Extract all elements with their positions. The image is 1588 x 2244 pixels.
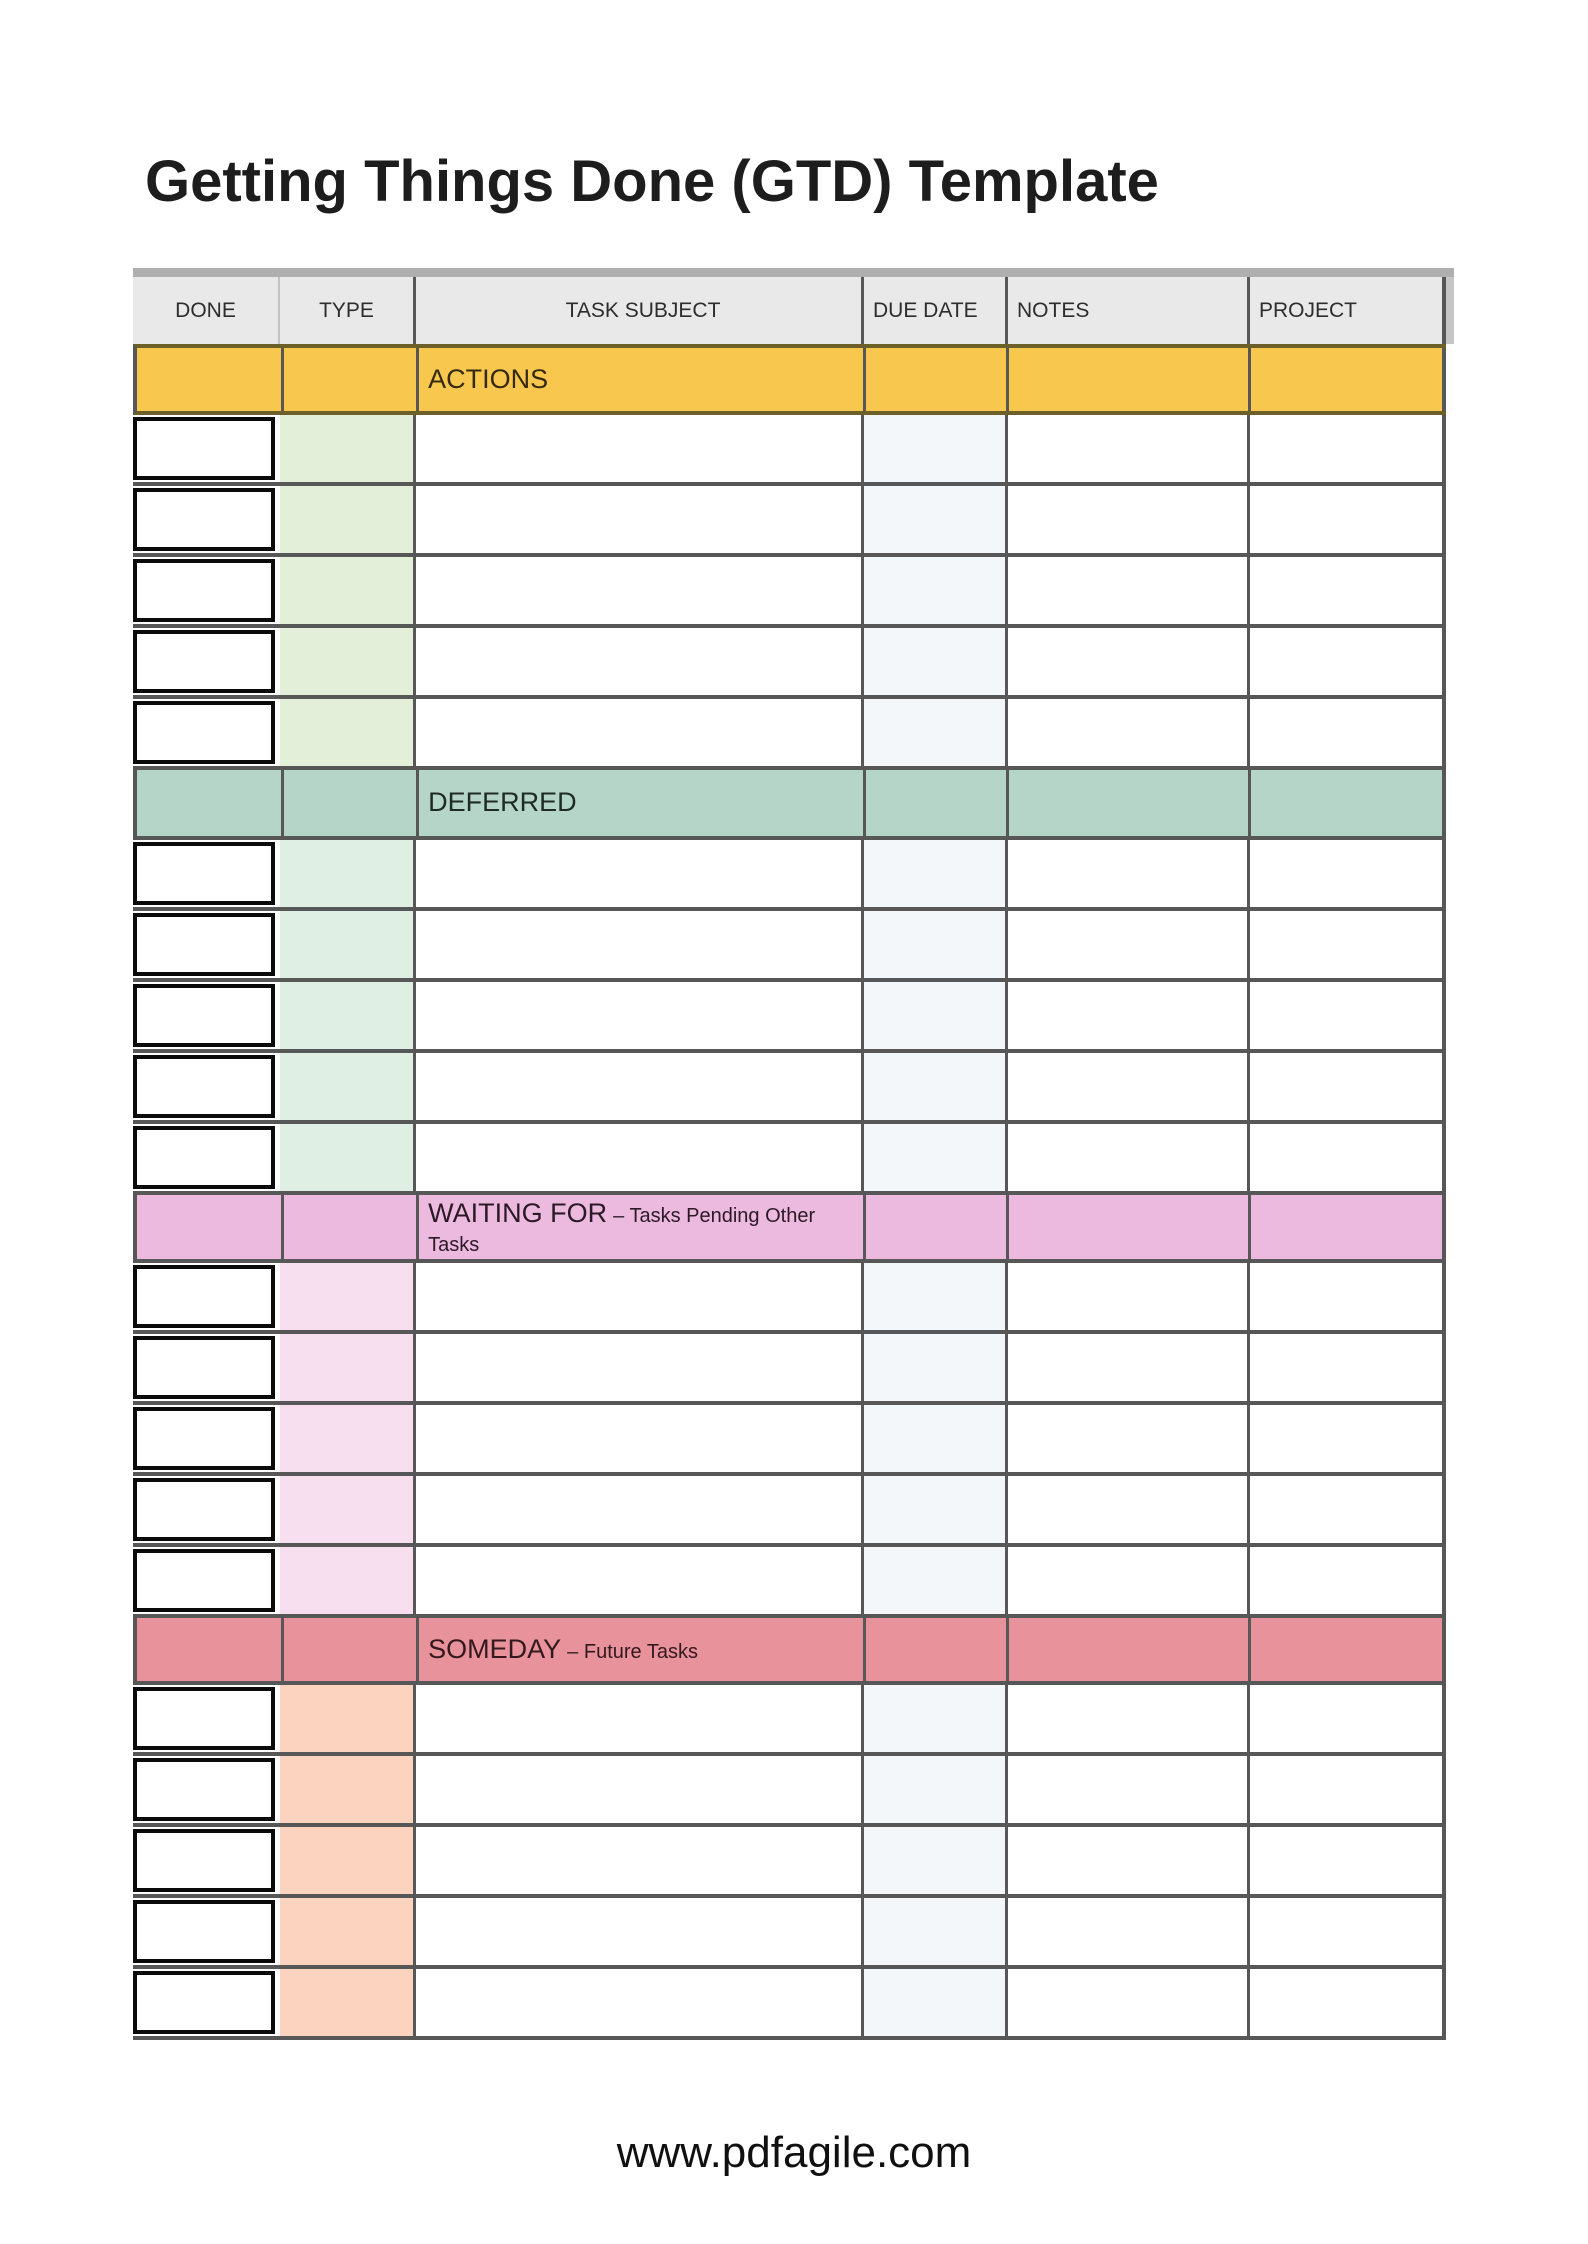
project-cell[interactable]: [1250, 1263, 1446, 1330]
notes-cell[interactable]: [1008, 1547, 1250, 1614]
done-checkbox[interactable]: [133, 1478, 275, 1541]
due-date-cell[interactable]: [864, 1405, 1008, 1472]
column-header-project: PROJECT: [1250, 277, 1446, 344]
table-row: [133, 1827, 1446, 1898]
footer-url: www.pdfagile.com: [616, 2128, 972, 2177]
due-date-cell[interactable]: [864, 1263, 1008, 1330]
notes-cell[interactable]: [1008, 486, 1250, 553]
notes-cell[interactable]: [1008, 1263, 1250, 1330]
section-header-someday: [133, 1618, 1446, 1685]
type-cell[interactable]: [280, 1547, 416, 1614]
section-header-waiting-for: [133, 1195, 1446, 1263]
done-cell: [133, 415, 280, 482]
type-cell[interactable]: [280, 1053, 416, 1120]
done-cell: [133, 1827, 280, 1894]
done-checkbox[interactable]: [133, 1758, 275, 1821]
task-subject-cell[interactable]: [416, 1898, 864, 1965]
task-subject-cell[interactable]: [416, 628, 864, 695]
done-cell: [133, 840, 280, 907]
notes-cell[interactable]: [1008, 1053, 1250, 1120]
section-waiting-for: [133, 1195, 1446, 1618]
due-date-cell[interactable]: [864, 840, 1008, 907]
section-label-someday: SOMEDAY: [428, 1633, 562, 1664]
done-cell: [133, 486, 280, 553]
type-cell[interactable]: [280, 557, 416, 624]
project-cell[interactable]: [1250, 1476, 1446, 1543]
table-row: [133, 486, 1446, 557]
task-subject-cell[interactable]: [416, 1756, 864, 1823]
task-subject-cell[interactable]: [416, 1334, 864, 1401]
done-cell: [133, 628, 280, 695]
notes-cell[interactable]: [1008, 1898, 1250, 1965]
done-cell: [133, 1685, 280, 1752]
task-subject-cell[interactable]: [416, 1827, 864, 1894]
section-someday: [133, 1618, 1446, 2040]
due-date-cell[interactable]: [864, 699, 1008, 766]
type-cell[interactable]: [280, 486, 416, 553]
project-cell[interactable]: [1250, 1547, 1446, 1614]
type-cell[interactable]: [280, 1124, 416, 1191]
notes-cell[interactable]: [1008, 982, 1250, 1049]
project-cell[interactable]: [1250, 1053, 1446, 1120]
task-subject-cell[interactable]: [416, 1124, 864, 1191]
task-subject-cell[interactable]: [416, 415, 864, 482]
project-cell[interactable]: [1250, 699, 1446, 766]
due-date-cell[interactable]: [864, 557, 1008, 624]
done-cell: [133, 1263, 280, 1330]
project-cell[interactable]: [1250, 628, 1446, 695]
project-cell[interactable]: [1250, 1334, 1446, 1401]
table-row: [133, 1547, 1446, 1618]
done-checkbox[interactable]: [133, 417, 275, 480]
table-row: [133, 1685, 1446, 1756]
notes-cell[interactable]: [1008, 628, 1250, 695]
project-cell[interactable]: [1250, 1898, 1446, 1965]
section-label-deferred: DEFERRED: [428, 787, 577, 818]
due-date-cell[interactable]: [864, 1124, 1008, 1191]
done-cell: [133, 982, 280, 1049]
table-row: [133, 840, 1446, 911]
table-header-row: [133, 277, 1446, 344]
column-header-task-subject: TASK SUBJECT: [416, 277, 864, 344]
project-cell[interactable]: [1250, 982, 1446, 1049]
table-top-bar: [133, 268, 1454, 277]
project-cell[interactable]: [1250, 415, 1446, 482]
task-subject-cell[interactable]: [416, 1476, 864, 1543]
section-header-actions: [133, 344, 1446, 415]
page-title: Getting Things Done (GTD) Template: [145, 149, 1159, 214]
table-row: [133, 1263, 1446, 1334]
type-cell[interactable]: [280, 911, 416, 978]
task-subject-cell[interactable]: [416, 486, 864, 553]
type-cell[interactable]: [280, 699, 416, 766]
type-cell[interactable]: [280, 1685, 416, 1752]
task-subject-cell[interactable]: [416, 911, 864, 978]
due-date-cell[interactable]: [864, 1476, 1008, 1543]
section-subtitle-waiting-for: – Tasks Pending Other Tasks: [428, 1205, 816, 1256]
project-cell[interactable]: [1250, 557, 1446, 624]
task-subject-cell[interactable]: [416, 1969, 864, 2036]
due-date-cell[interactable]: [864, 1756, 1008, 1823]
done-checkbox[interactable]: [133, 1126, 275, 1189]
section-label-actions: ACTIONS: [428, 363, 549, 394]
table-row: [133, 1476, 1446, 1547]
done-cell: [133, 1405, 280, 1472]
project-cell[interactable]: [1250, 1969, 1446, 2036]
table-row: [133, 1405, 1446, 1476]
done-checkbox[interactable]: [133, 984, 275, 1047]
notes-cell[interactable]: [1008, 1969, 1250, 2036]
due-date-cell[interactable]: [864, 486, 1008, 553]
type-cell[interactable]: [280, 415, 416, 482]
type-cell[interactable]: [280, 840, 416, 907]
notes-cell[interactable]: [1008, 840, 1250, 907]
type-cell[interactable]: [280, 982, 416, 1049]
done-checkbox[interactable]: [133, 488, 275, 551]
done-checkbox[interactable]: [133, 630, 275, 693]
notes-cell[interactable]: [1008, 1334, 1250, 1401]
done-cell: [133, 1476, 280, 1543]
done-checkbox[interactable]: [133, 701, 275, 764]
type-cell[interactable]: [280, 1827, 416, 1894]
task-subject-cell[interactable]: [416, 1053, 864, 1120]
table-row: [133, 699, 1446, 770]
table-row: [133, 557, 1446, 628]
section-actions: [133, 344, 1446, 770]
task-subject-cell[interactable]: [416, 1685, 864, 1752]
project-cell[interactable]: [1250, 911, 1446, 978]
gtd-table: [133, 277, 1446, 2040]
notes-cell[interactable]: [1008, 699, 1250, 766]
notes-cell[interactable]: [1008, 1476, 1250, 1543]
table-row: [133, 1334, 1446, 1405]
done-cell: [133, 1547, 280, 1614]
due-date-cell[interactable]: [864, 1547, 1008, 1614]
notes-cell[interactable]: [1008, 911, 1250, 978]
done-checkbox[interactable]: [133, 842, 275, 905]
column-header-type: TYPE: [280, 277, 416, 344]
task-subject-cell[interactable]: [416, 1263, 864, 1330]
type-cell[interactable]: [280, 1263, 416, 1330]
table-row: [133, 911, 1446, 982]
task-subject-cell[interactable]: [416, 557, 864, 624]
task-subject-cell[interactable]: [416, 982, 864, 1049]
type-cell[interactable]: [280, 1334, 416, 1401]
done-cell: [133, 911, 280, 978]
done-cell: [133, 1756, 280, 1823]
due-date-cell[interactable]: [864, 1827, 1008, 1894]
table-row: [133, 1756, 1446, 1827]
notes-cell[interactable]: [1008, 1685, 1250, 1752]
column-header-due-date: DUE DATE: [864, 277, 1008, 344]
due-date-cell[interactable]: [864, 1898, 1008, 1965]
done-cell: [133, 1053, 280, 1120]
project-cell[interactable]: [1250, 1405, 1446, 1472]
done-checkbox[interactable]: [133, 1336, 275, 1399]
table-row: [133, 415, 1446, 486]
notes-cell[interactable]: [1008, 1827, 1250, 1894]
done-checkbox[interactable]: [133, 1829, 275, 1892]
done-cell: [133, 1969, 280, 2036]
project-cell[interactable]: [1250, 1756, 1446, 1823]
done-checkbox[interactable]: [133, 1900, 275, 1963]
table-row: [133, 1969, 1446, 2040]
type-cell[interactable]: [280, 1756, 416, 1823]
task-subject-cell[interactable]: [416, 840, 864, 907]
due-date-cell[interactable]: [864, 1334, 1008, 1401]
due-date-cell[interactable]: [864, 628, 1008, 695]
section-deferred: [133, 770, 1446, 1195]
done-checkbox[interactable]: [133, 1265, 275, 1328]
table-row: [133, 1053, 1446, 1124]
done-checkbox[interactable]: [133, 1055, 275, 1118]
due-date-cell[interactable]: [864, 982, 1008, 1049]
done-checkbox[interactable]: [133, 913, 275, 976]
project-cell[interactable]: [1250, 486, 1446, 553]
done-cell: [133, 1124, 280, 1191]
project-cell[interactable]: [1250, 1124, 1446, 1191]
done-cell: [133, 1898, 280, 1965]
type-cell[interactable]: [280, 1405, 416, 1472]
done-checkbox[interactable]: [133, 1687, 275, 1750]
section-label-waiting-for: WAITING FOR: [428, 1198, 608, 1229]
project-cell[interactable]: [1250, 840, 1446, 907]
due-date-cell[interactable]: [864, 415, 1008, 482]
due-date-cell[interactable]: [864, 1969, 1008, 2036]
done-checkbox[interactable]: [133, 1971, 275, 2034]
header-right-shadow: [1446, 277, 1454, 344]
project-cell[interactable]: [1250, 1685, 1446, 1752]
done-cell: [133, 557, 280, 624]
section-header-deferred: [133, 770, 1446, 840]
column-header-notes: NOTES: [1008, 277, 1250, 344]
type-cell[interactable]: [280, 1476, 416, 1543]
type-cell[interactable]: [280, 1898, 416, 1965]
done-checkbox[interactable]: [133, 1549, 275, 1612]
project-cell[interactable]: [1250, 1827, 1446, 1894]
notes-cell[interactable]: [1008, 1124, 1250, 1191]
column-header-done: DONE: [133, 277, 280, 344]
table-row: [133, 982, 1446, 1053]
done-checkbox[interactable]: [133, 1407, 275, 1470]
task-subject-cell[interactable]: [416, 699, 864, 766]
due-date-cell[interactable]: [864, 1685, 1008, 1752]
due-date-cell[interactable]: [864, 1053, 1008, 1120]
table-row: [133, 628, 1446, 699]
notes-cell[interactable]: [1008, 1756, 1250, 1823]
table-row: [133, 1124, 1446, 1195]
type-cell[interactable]: [280, 1969, 416, 2036]
due-date-cell[interactable]: [864, 911, 1008, 978]
notes-cell[interactable]: [1008, 1405, 1250, 1472]
done-checkbox[interactable]: [133, 559, 275, 622]
notes-cell[interactable]: [1008, 415, 1250, 482]
done-cell: [133, 699, 280, 766]
type-cell[interactable]: [280, 628, 416, 695]
section-subtitle-someday: – Future Tasks: [567, 1640, 698, 1663]
table-row: [133, 1898, 1446, 1969]
task-subject-cell[interactable]: [416, 1547, 864, 1614]
task-subject-cell[interactable]: [416, 1405, 864, 1472]
notes-cell[interactable]: [1008, 557, 1250, 624]
done-cell: [133, 1334, 280, 1401]
